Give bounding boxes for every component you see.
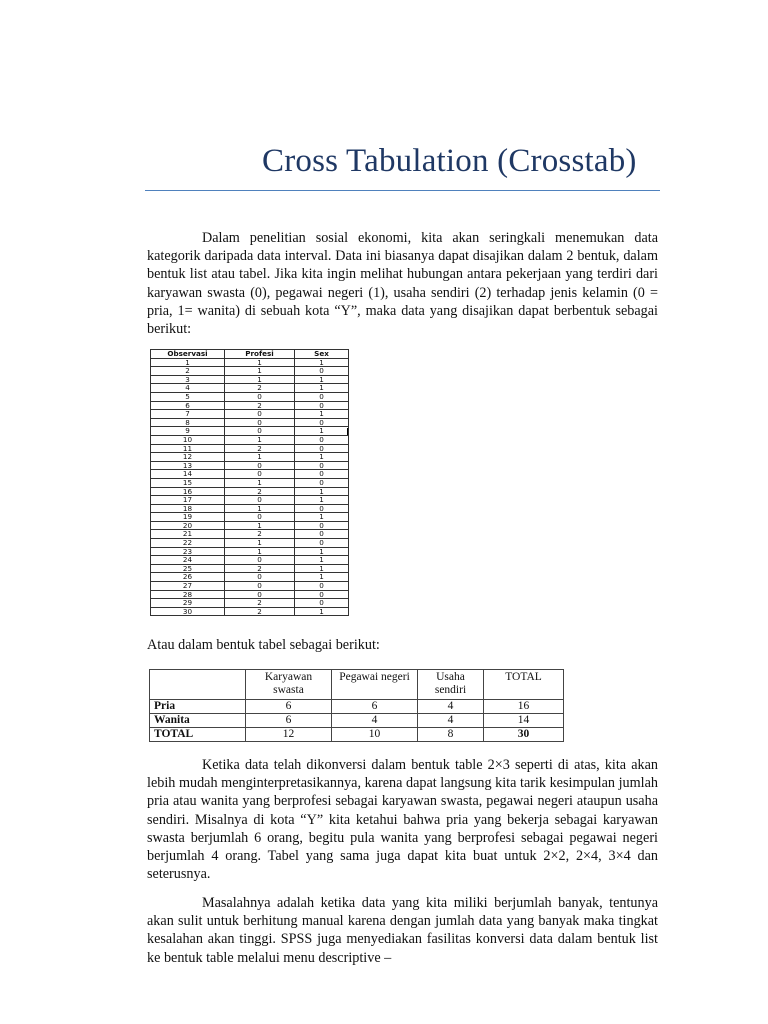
table-cell: 0: [295, 401, 349, 410]
table-cell: 29: [151, 599, 225, 608]
table-cell: 1: [225, 478, 295, 487]
table-cell: 1: [151, 358, 225, 367]
table-cell: 23: [151, 547, 225, 556]
table-cell: 0: [295, 435, 349, 444]
crosstab-table: [149, 669, 564, 742]
table-cell: 4: [418, 714, 484, 728]
table-cell: 2: [225, 530, 295, 539]
table-cell: 12: [246, 728, 332, 742]
table-cell: 2: [151, 367, 225, 376]
table-row: [151, 410, 349, 419]
table-cell: 16: [151, 487, 225, 496]
table-cell: 1: [225, 375, 295, 384]
table-row: [151, 539, 349, 548]
header-usaha-sendiri: Usaha sendiri: [418, 670, 484, 700]
table-row: [151, 367, 349, 376]
table-edge-mark: [347, 428, 348, 435]
table-cell: 0: [295, 470, 349, 479]
table-cell: 4: [151, 384, 225, 393]
table-cell: 21: [151, 530, 225, 539]
table-cell: 1: [225, 453, 295, 462]
table-cell: 24: [151, 556, 225, 565]
table-cell: 0: [295, 530, 349, 539]
table-cell: 28: [151, 590, 225, 599]
row-label: Wanita: [150, 714, 246, 728]
table-cell: 15: [151, 478, 225, 487]
crosstab-row-pria: [150, 700, 564, 714]
list-table-header-row: [151, 350, 349, 359]
table-cell: 0: [225, 427, 295, 436]
table-cell: 1: [295, 547, 349, 556]
row-label: Pria: [150, 700, 246, 714]
table-cell: 0: [295, 582, 349, 591]
table-cell: 1: [295, 496, 349, 505]
table-cell: 0: [295, 444, 349, 453]
table-cell: 0: [295, 461, 349, 470]
table-cell: 4: [332, 714, 418, 728]
table-cell: 0: [295, 367, 349, 376]
table-cell: 10: [151, 435, 225, 444]
table-cell: 0: [295, 521, 349, 530]
table-cell: 1: [225, 367, 295, 376]
table-cell: 1: [225, 521, 295, 530]
table-row: [151, 478, 349, 487]
table-cell: 20: [151, 521, 225, 530]
grand-total-cell: 30: [484, 728, 564, 742]
title-underline: [145, 190, 660, 191]
table-row: [151, 453, 349, 462]
table-cell: 1: [295, 384, 349, 393]
header-observasi: Observasi: [151, 350, 225, 359]
table-cell: 6: [246, 714, 332, 728]
table-cell: 1: [225, 504, 295, 513]
table-cell: 2: [225, 487, 295, 496]
table-cell: 0: [295, 590, 349, 599]
crosstab-corner-cell: [150, 670, 246, 700]
table-cell: 4: [418, 700, 484, 714]
crosstab-row-wanita: [150, 714, 564, 728]
table-cell: 0: [225, 573, 295, 582]
table-cell: 1: [295, 556, 349, 565]
table-cell: 19: [151, 513, 225, 522]
table-row: [151, 607, 349, 616]
table-cell: 0: [295, 539, 349, 548]
table-cell: 0: [225, 461, 295, 470]
table-row: [151, 582, 349, 591]
table-cell: 2: [225, 444, 295, 453]
crosstab-row-total: [150, 728, 564, 742]
table-cell: 0: [295, 478, 349, 487]
crosstab-header-row: [150, 670, 564, 700]
table-cell: 0: [225, 590, 295, 599]
table-cell: 11: [151, 444, 225, 453]
table-cell: 1: [295, 375, 349, 384]
table-cell: 2: [225, 599, 295, 608]
table-cell: 0: [225, 470, 295, 479]
table-cell: 14: [484, 714, 564, 728]
table-cell: 1: [295, 358, 349, 367]
table-cell: 14: [151, 470, 225, 479]
table-cell: 1: [295, 573, 349, 582]
table-cell: 1: [295, 513, 349, 522]
table-cell: 22: [151, 539, 225, 548]
table-cell: 2: [225, 401, 295, 410]
table-cell: 1: [225, 547, 295, 556]
table-cell: 0: [225, 496, 295, 505]
page-title: Cross Tabulation (Crosstab): [262, 143, 637, 179]
header-sex: Sex: [295, 350, 349, 359]
table-cell: 2: [225, 384, 295, 393]
table-cell: 5: [151, 392, 225, 401]
table-cell: 0: [225, 582, 295, 591]
header-total: TOTAL: [484, 670, 564, 700]
table-cell: 1: [295, 453, 349, 462]
interpretation-paragraph: Ketika data telah dikonversi dalam bentuk table 2×3 seperti di atas, kita akan lebih mudah menginterpretasikannya, karena dapat langsung kita tarik kesimpulan jumlah pria atau wanita yang berprofesi sebagai karyawan swasta, pegawai negeri ataupun usaha sendiri. Misalnya di kota “Y” kita ketahui bahwa pria yang bekerja sebagai karyawan swasta berjumlah 6 orang, begitu pula wanita yang berprofesi sebagai pegawai negeri berjumlah 4 orang. Tabel yang sama juga dapat kita buat untuk 2×2, 2×4, 3×4 dan seterusnya.: [147, 757, 658, 883]
table-cell: 0: [225, 392, 295, 401]
table-cell: 6: [246, 700, 332, 714]
table-cell: 25: [151, 564, 225, 573]
list-data-table: [150, 349, 349, 616]
row-label: TOTAL: [150, 728, 246, 742]
header-karyawan-swasta: Karyawan swasta: [246, 670, 332, 700]
table-cell: 1: [295, 564, 349, 573]
table-row: [151, 392, 349, 401]
table-cell: 1: [295, 607, 349, 616]
table-cell: 17: [151, 496, 225, 505]
table-cell: 0: [225, 556, 295, 565]
spss-paragraph: Masalahnya adalah ketika data yang kita miliki berjumlah banyak, tentunya akan sulit untuk berhitung manual karena dengan jumlah data yang banyak maka tingkat kesalahan akan tinggi. SPSS juga menyediakan fasilitas konversi data dalam bentuk list ke bentuk table melalui menu descriptive –: [147, 895, 658, 966]
table-cell: 0: [225, 513, 295, 522]
table-cell: 1: [295, 427, 349, 436]
table-caption: Atau dalam bentuk tabel sebagai berikut:: [147, 637, 380, 653]
table-cell: 0: [295, 392, 349, 401]
table-cell: 0: [295, 504, 349, 513]
table-cell: 1: [225, 358, 295, 367]
table-row: [151, 435, 349, 444]
table-cell: 1: [295, 487, 349, 496]
table-cell: 3: [151, 375, 225, 384]
table-row: [151, 496, 349, 505]
table-cell: 1: [295, 410, 349, 419]
header-pegawai-negeri: Pegawai negeri: [332, 670, 418, 700]
table-cell: 30: [151, 607, 225, 616]
intro-paragraph: Dalam penelitian sosial ekonomi, kita akan seringkali menemukan data kategorik daripada data interval. Data ini biasanya dapat disajikan dalam 2 bentuk, dalam bentuk list atau tabel. Jika kita ingin melihat hubungan antara pekerjaan yang terdiri dari karyawan swasta (0), pegawai negeri (1), usaha sendiri (2) terhadap jenis kelamin (0 = pria, 1= wanita) di sebuah kota “Y”, maka data yang disajikan dapat berbentuk sebagai berikut:: [147, 230, 658, 338]
table-cell: 8: [418, 728, 484, 742]
table-cell: 9: [151, 427, 225, 436]
table-cell: 12: [151, 453, 225, 462]
table-cell: 2: [225, 564, 295, 573]
table-cell: 1: [225, 539, 295, 548]
table-cell: 18: [151, 504, 225, 513]
table-cell: 16: [484, 700, 564, 714]
table-cell: 0: [295, 418, 349, 427]
table-cell: 0: [295, 599, 349, 608]
table-cell: 0: [225, 418, 295, 427]
table-cell: 1: [225, 435, 295, 444]
table-cell: 2: [225, 607, 295, 616]
table-cell: 0: [225, 410, 295, 419]
list-table-body: [151, 358, 349, 616]
table-cell: 6: [332, 700, 418, 714]
header-profesi: Profesi: [225, 350, 295, 359]
table-cell: 13: [151, 461, 225, 470]
table-cell: 27: [151, 582, 225, 591]
table-cell: 8: [151, 418, 225, 427]
table-cell: 10: [332, 728, 418, 742]
table-cell: 26: [151, 573, 225, 582]
table-cell: 6: [151, 401, 225, 410]
table-cell: 7: [151, 410, 225, 419]
